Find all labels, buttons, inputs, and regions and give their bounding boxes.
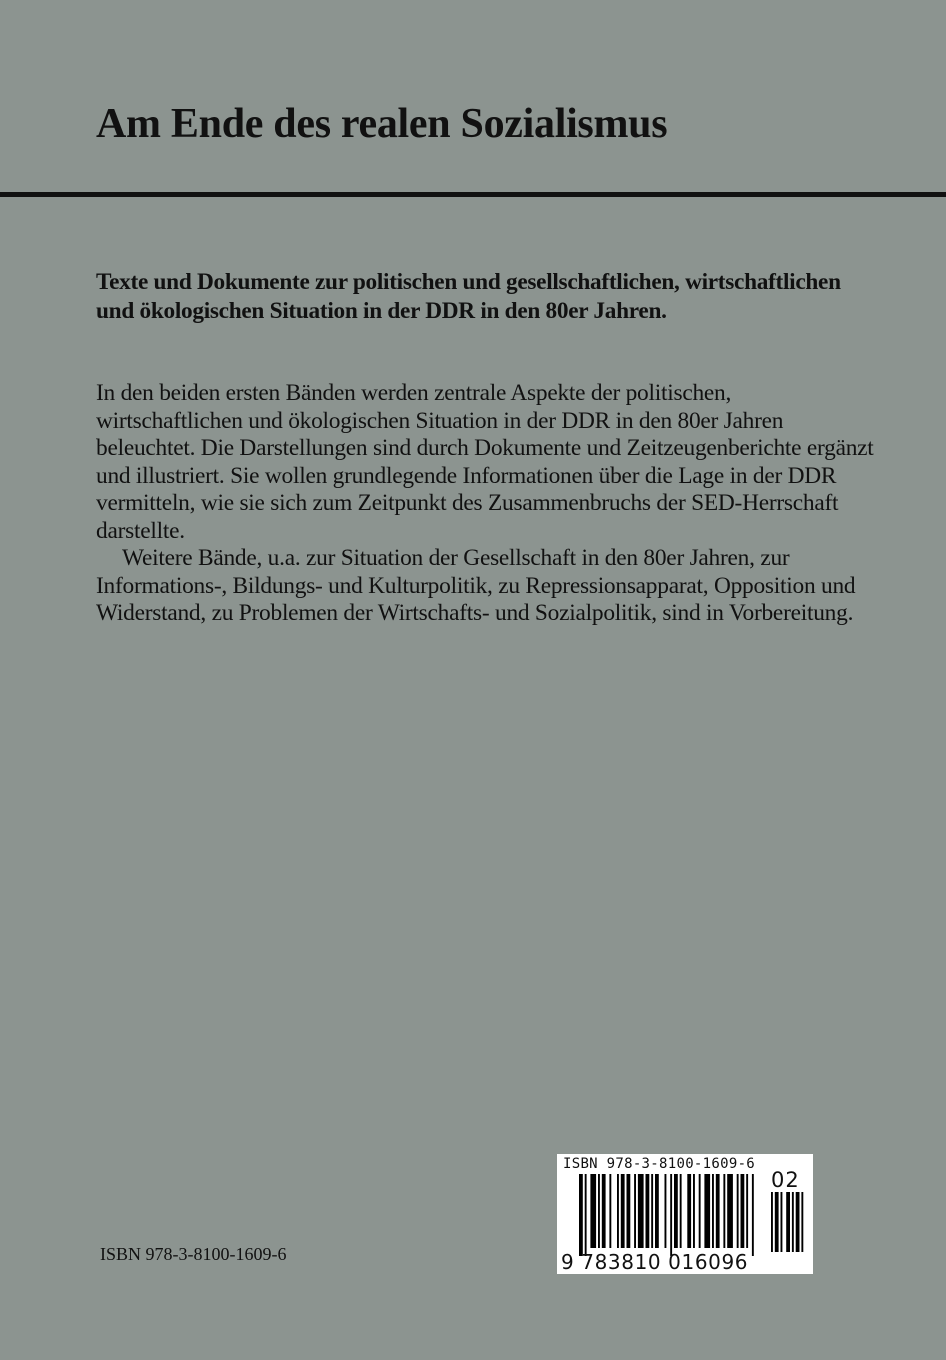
barcode-bar — [716, 1174, 720, 1248]
barcode — [557, 1154, 813, 1274]
barcode-bar — [638, 1174, 644, 1248]
barcode-bar — [665, 1174, 667, 1248]
barcode-bar — [712, 1174, 714, 1248]
barcode-bar — [627, 1174, 631, 1248]
barcode-bar — [670, 1174, 672, 1256]
barcode-bar — [651, 1174, 653, 1248]
description — [96, 380, 878, 628]
barcode-bar — [687, 1174, 691, 1248]
barcode-bar — [737, 1174, 739, 1248]
lead-text: Texte und Dokumente zur politischen und gesellschaftlichen, wirtschaftlichen und ökologischen Situation in der DDR in den 80er Jahren. — [96, 269, 841, 324]
barcode-bar — [621, 1174, 625, 1248]
barcode-bar — [746, 1174, 748, 1248]
barcode-digits: 9 783810 016096 — [561, 1250, 749, 1274]
barcode-bar — [617, 1174, 619, 1248]
barcode-addon-bar — [792, 1192, 794, 1252]
barcode-addon-bar — [781, 1192, 783, 1252]
barcode-bar — [646, 1174, 650, 1248]
barcode-bar — [727, 1174, 733, 1248]
barcode-addon-bar — [801, 1192, 803, 1252]
barcode-bar — [680, 1174, 682, 1248]
barcode-addon-bar — [775, 1192, 779, 1252]
barcode-bar — [609, 1174, 611, 1248]
barcode-bar — [579, 1174, 583, 1256]
barcode-addon-bar — [786, 1192, 790, 1252]
barcode-bar — [704, 1174, 710, 1248]
barcode-bar — [655, 1174, 659, 1248]
book-title: Am Ende des realen Sozialismus — [96, 101, 668, 147]
barcode-bar — [602, 1174, 606, 1248]
isbn-text: ISBN 978-3-8100-1609-6 — [100, 1244, 287, 1264]
barcode-bar — [741, 1174, 745, 1248]
barcode-bar — [699, 1174, 701, 1248]
barcode-bar — [585, 1174, 587, 1256]
barcode-bar — [590, 1174, 596, 1248]
title-divider — [0, 192, 946, 197]
description-paragraph: Weitere Bände, u.a. zur Situation der Gesellschaft in den 80er Jahren, zur Informations-, Bildungs- und Kulturpolitik, zu Repressionsapparat, Opposition und Widerstand, zu Problemen der Wirtschafts- und Sozialpolitik, sind in Vorbereitung. — [96, 545, 856, 626]
description-paragraph: In den beiden ersten Bänden werden zentrale Aspekte der politischen, wirtschaftlichen und ökologischen Situation in der DDR in den 80er Jahren beleuchtet. Die Darstellungen sind durch Dokumente und Zeitzeugenberichte ergänzt und illustriert. Sie wollen grundlegende Informationen über die Lage in der DDR vermitteln, wie sie sich zum Zeitpunkt des Zusammenbruchs der SED-Herrschaft darstellte. — [96, 380, 874, 544]
barcode-bar — [723, 1174, 725, 1248]
barcode-bar — [693, 1174, 695, 1248]
barcode-addon-bar — [771, 1192, 773, 1252]
barcode-bar — [752, 1174, 754, 1256]
barcode-bar — [674, 1174, 678, 1248]
barcode-isbn-label: ISBN 978-3-8100-1609-6 — [563, 1156, 756, 1172]
barcode-bar — [598, 1174, 600, 1248]
barcode-bar — [634, 1174, 636, 1248]
barcode-addon-bar — [796, 1192, 800, 1252]
barcode-addon-digits: 02 — [771, 1168, 800, 1192]
